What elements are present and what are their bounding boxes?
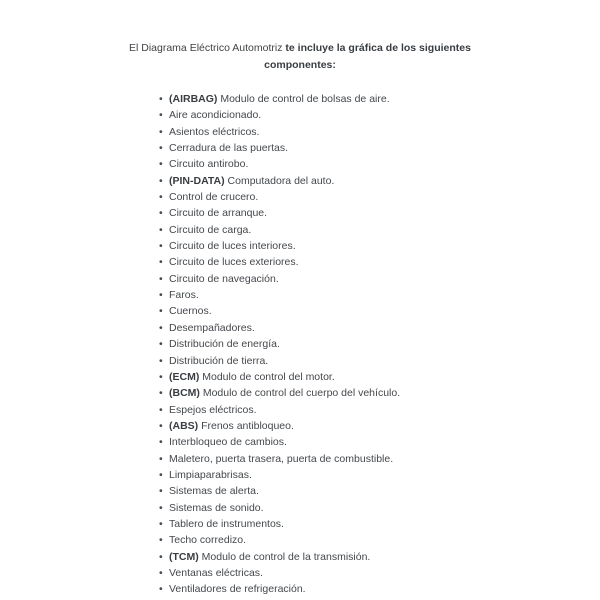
list-item: [169, 91, 600, 107]
title-bold-part: te incluye la gráfica de los siguientes: [285, 42, 471, 54]
list-item: [169, 320, 600, 336]
component-label: Circuito de carga.: [169, 223, 252, 236]
component-label: Circuito de arranque.: [169, 207, 268, 220]
title-bold-line2: componentes:: [264, 58, 336, 71]
list-item: [169, 369, 600, 385]
list-item: [169, 500, 600, 516]
component-label: Asientos eléctricos.: [169, 125, 260, 138]
component-label: Modulo de control de la transmisión.: [201, 550, 371, 563]
list-item: [169, 385, 600, 401]
component-code: (ABS): [169, 419, 199, 432]
component-label: Interbloqueo de cambios.: [169, 436, 287, 449]
component-label: Cerradura de las puertas.: [169, 142, 289, 155]
component-label: Sistemas de alerta.: [169, 485, 259, 498]
component-label: Ventanas eléctricas.: [169, 566, 263, 579]
component-label: Espejos eléctricos.: [169, 403, 257, 416]
component-code: (ECM): [169, 370, 200, 383]
page-title: [0, 0, 600, 73]
component-label: Circuito antirobo.: [169, 158, 249, 171]
component-label: Aire acondicionado.: [169, 109, 262, 122]
component-code: (AIRBAG): [169, 93, 218, 105]
component-label: Modulo de control del cuerpo del vehículo.: [202, 387, 401, 400]
component-label: Circuito de navegación.: [169, 272, 279, 285]
list-item: [169, 254, 600, 270]
list-item: [169, 287, 600, 303]
component-label: Circuito de luces exteriores.: [169, 256, 299, 269]
component-label: Limpiaparabrisas.: [169, 468, 252, 481]
component-label: Cuernos.: [169, 305, 212, 318]
list-item: [169, 205, 600, 221]
list-item: [169, 271, 600, 287]
list-item: [169, 434, 600, 450]
component-code: (TCM): [169, 550, 199, 563]
list-item: [169, 532, 600, 548]
list-item: [169, 107, 600, 123]
list-item: [169, 336, 600, 352]
component-label: Ventiladores de refrigeración.: [169, 583, 306, 596]
list-item: [169, 222, 600, 238]
list-item: [169, 549, 600, 565]
component-label: Sistemas de sonido.: [169, 501, 264, 514]
list-item: [169, 156, 600, 172]
list-item: [169, 483, 600, 499]
list-item: [169, 303, 600, 319]
list-item: [169, 467, 600, 483]
component-label: Techo corredizo.: [169, 534, 247, 547]
component-list: [0, 91, 600, 598]
list-item: [169, 516, 600, 532]
component-label: Computadora del auto.: [227, 174, 335, 187]
list-item: [169, 189, 600, 205]
component-label: Faros.: [169, 289, 199, 302]
list-item: [169, 451, 600, 467]
component-label: Maletero, puerta trasera, puerta de combustible.: [169, 452, 394, 465]
list-item: [169, 565, 600, 581]
component-label: Circuito de luces interiores.: [169, 240, 296, 253]
component-label: Distribución de energía.: [169, 338, 280, 351]
component-label: Desempañadores.: [169, 321, 255, 334]
component-code: (BCM): [169, 387, 200, 400]
list-item: [169, 124, 600, 140]
component-label: Modulo de control del motor.: [202, 370, 335, 383]
list-item: [169, 173, 600, 189]
list-item: [169, 418, 600, 434]
list-item: [169, 581, 600, 597]
list-item: [169, 140, 600, 156]
list-item: [169, 353, 600, 369]
component-label: Distribución de tierra.: [169, 354, 269, 367]
component-label: Control de crucero.: [169, 191, 259, 204]
component-label: Tablero de instrumentos.: [169, 517, 284, 530]
component-label: Frenos antibloqueo.: [201, 419, 294, 432]
title-normal-part: El Diagrama Eléctrico Automotriz: [129, 42, 283, 54]
list-item: [169, 402, 600, 418]
component-label: Modulo de control de bolsas de aire.: [220, 93, 390, 105]
list-item: [169, 238, 600, 254]
component-code: (PIN-DATA): [169, 174, 225, 187]
